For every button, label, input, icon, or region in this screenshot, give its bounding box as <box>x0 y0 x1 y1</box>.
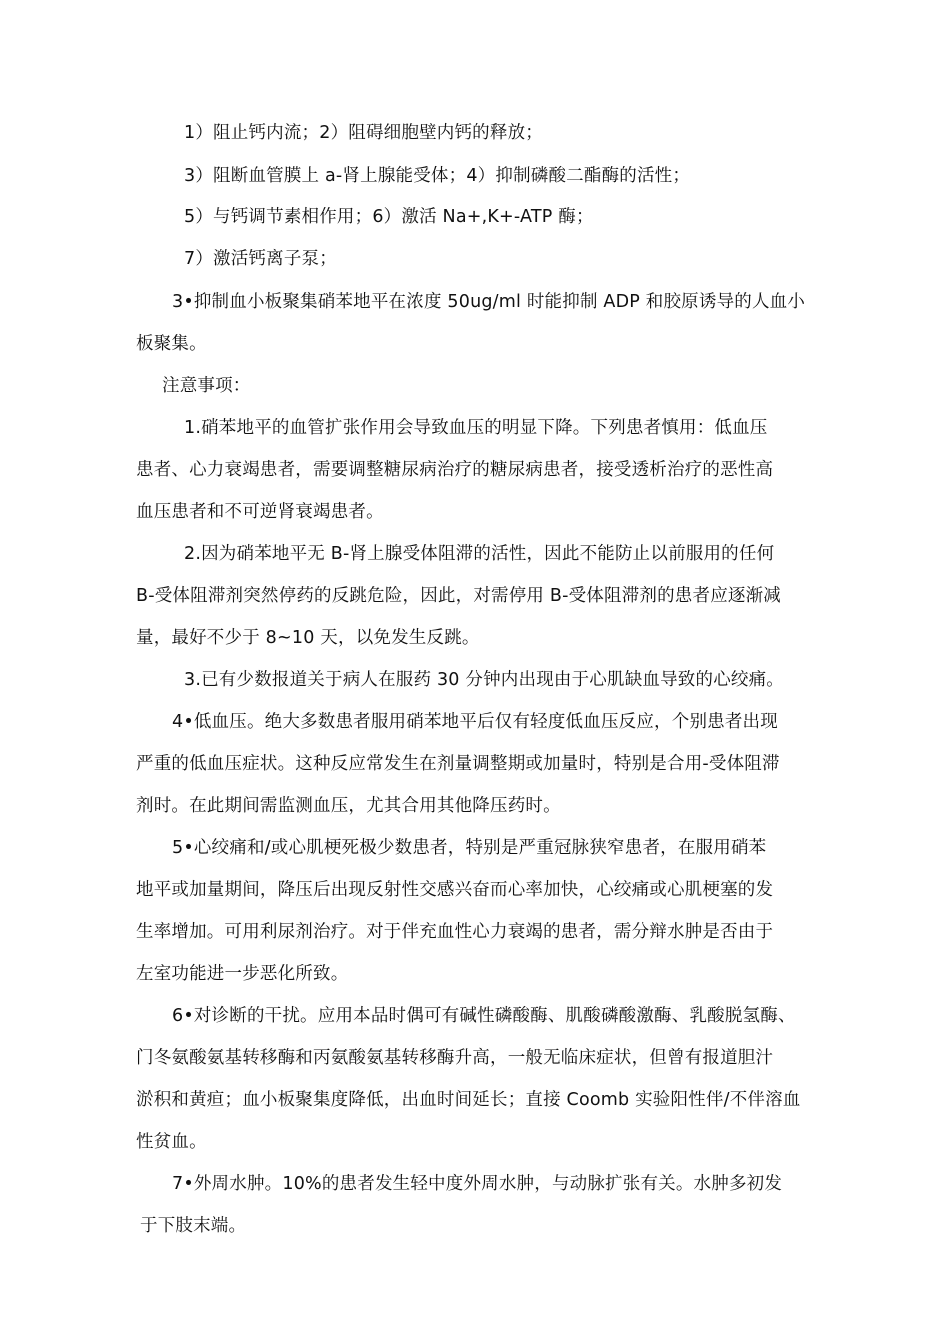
text-line: 3）阻断血管膜上 a-肾上腺能受体；4）抑制磷酸二酯酶的活性； <box>184 166 691 186</box>
text-line: 左室功能进一步恶化所致。 <box>136 964 349 984</box>
text-line: 量，最好不少于 8~10 天，以免发生反跳。 <box>136 628 480 648</box>
text-line: 生率增加。可用利尿剂治疗。对于伴充血性心力衰竭的患者，需分辩水肿是否由于 <box>136 922 774 942</box>
text-line: 1）阻止钙内流；2）阻碍细胞壁内钙的释放； <box>184 123 543 143</box>
text-line: 7•外周水肿。10%的患者发生轻中度外周水肿，与动脉扩张有关。水肿多初发 <box>172 1174 783 1194</box>
text-line: 3.已有少数报道关于病人在服药 30 分钟内出现由于心肌缺血导致的心绞痛。 <box>184 670 784 690</box>
text-line: 5）与钙调节素相作用；6）激活 Na+,K+-ATP 酶； <box>184 207 594 227</box>
text-line: 6•对诊断的干扰。应用本品时偶可有碱性磷酸酶、肌酸磷酸激酶、乳酸脱氢酶、 <box>172 1006 796 1026</box>
text-line: 剂时。在此期间需监测血压，尤其合用其他降压药时。 <box>136 796 561 816</box>
text-line: B-受体阻滞剂突然停药的反跳危险，因此，对需停用 B-受体阻滞剂的患者应逐渐减 <box>136 586 782 606</box>
text-line: 严重的低血压症状。这种反应常发生在剂量调整期或加量时，特别是合用-受体阻滞 <box>136 754 780 774</box>
text-line: 5•心绞痛和/或心肌梗死极少数患者，特别是严重冠脉狭窄患者，在服用硝苯 <box>172 838 767 858</box>
text-line: 板聚集。 <box>136 334 207 354</box>
text-line: 3•抑制血小板聚集硝苯地平在浓度 50ug/ml 时能抑制 ADP 和胶原诱导的人血小 <box>172 292 806 312</box>
text-line: 于下肢末端。 <box>140 1216 247 1236</box>
text-line: 血压患者和不可逆肾衰竭患者。 <box>136 502 384 522</box>
text-line: 门冬氨酸氨基转移酶和丙氨酸氨基转移酶升高，一般无临床症状，但曾有报道胆汁 <box>136 1048 774 1068</box>
text-line: 淤积和黄疸；血小板聚集度降低，出血时间延长；直接 Coomb 实验阳性伴/不伴溶血 <box>136 1090 801 1110</box>
text-line: 2.因为硝苯地平无 B-肾上腺受体阻滞的活性，因此不能防止以前服用的任何 <box>184 544 775 564</box>
text-line: 地平或加量期间，降压后出现反射性交感兴奋而心率加快，心绞痛或心肌梗塞的发 <box>136 880 774 900</box>
text-line: 患者、心力衰竭患者，需要调整糖尿病治疗的糖尿病患者，接受透析治疗的恶性高 <box>136 460 774 480</box>
text-line: 性贫血。 <box>136 1132 207 1152</box>
text-line: 1.硝苯地平的血管扩张作用会导致血压的明显下降。下列患者慎用：低血压 <box>184 418 768 438</box>
section-heading: 注意事项： <box>162 376 251 396</box>
text-line: 7）激活钙离子泵； <box>184 249 337 269</box>
text-line: 4•低血压。绝大多数患者服用硝苯地平后仅有轻度低血压反应，个别患者出现 <box>172 712 778 732</box>
